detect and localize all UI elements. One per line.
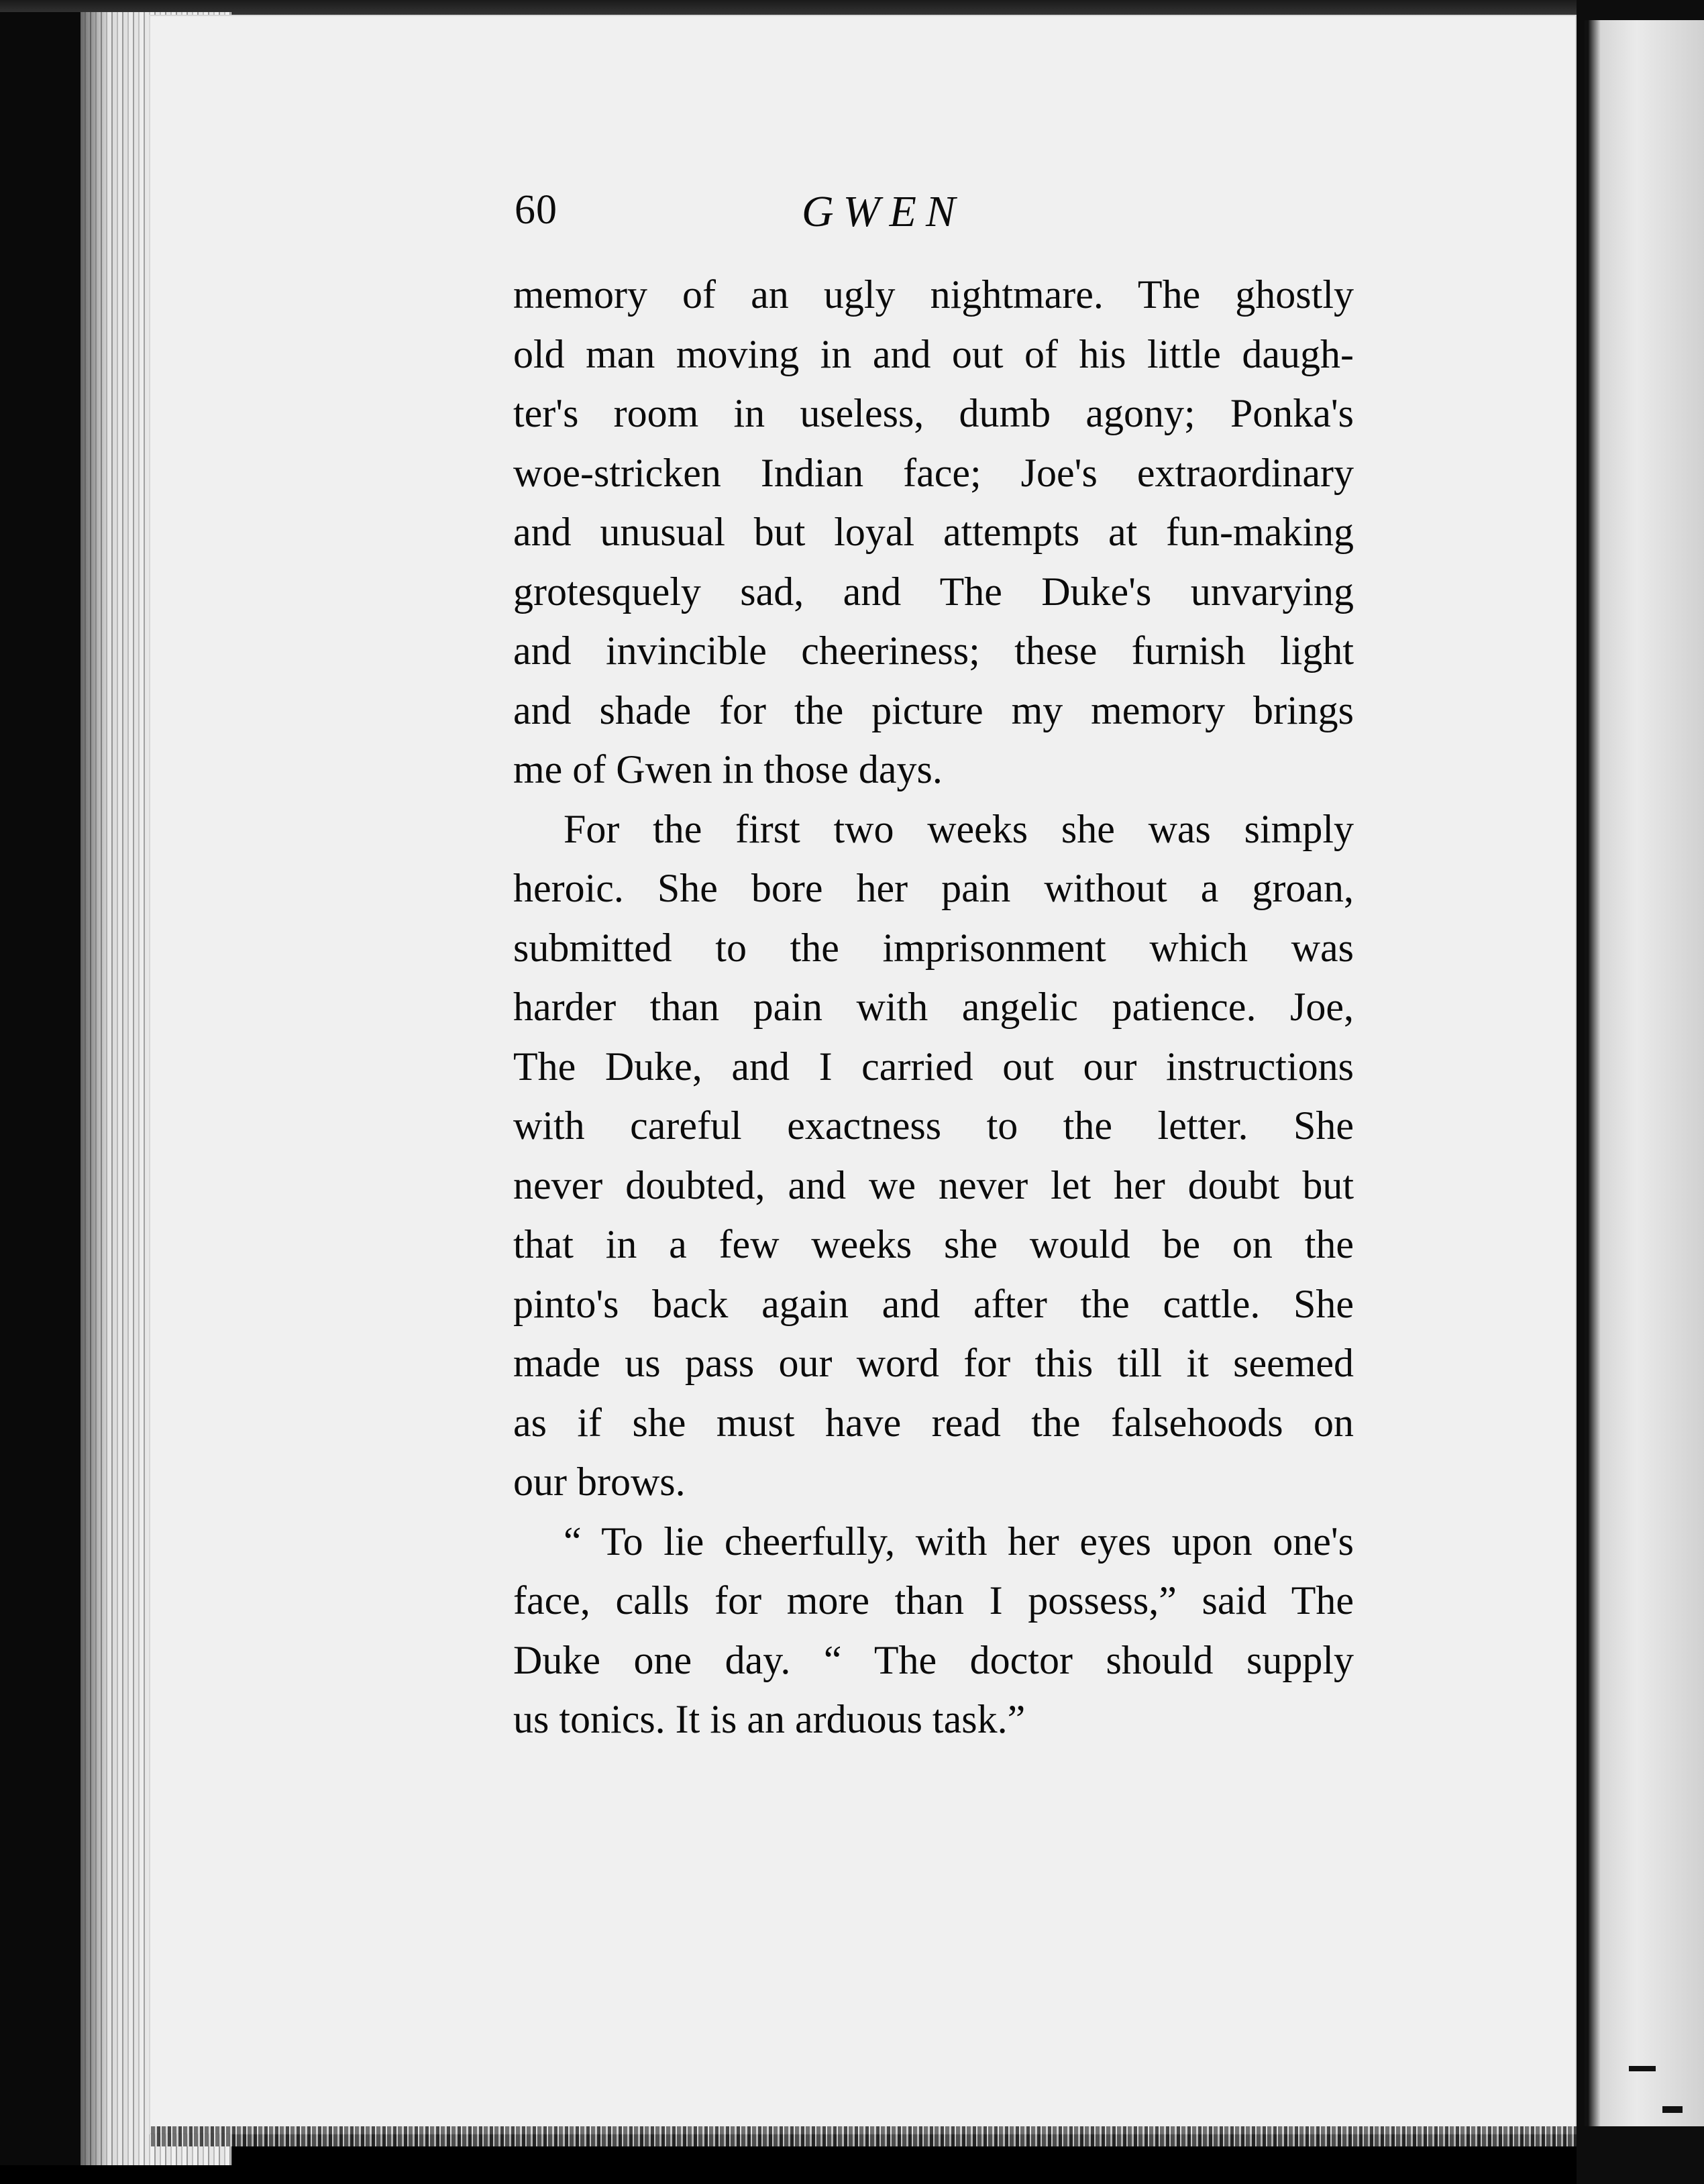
text-line: that in a few weeks she would be on the [513, 1222, 1354, 1266]
running-title: GWEN [802, 187, 965, 236]
facing-page-mark [1662, 2106, 1683, 2113]
page-bottom-edge [151, 2126, 1580, 2146]
text-line: our brows. [513, 1460, 686, 1504]
body-text [513, 265, 1354, 1749]
text-line: and invincible cheeriness; these furnish light [513, 629, 1354, 673]
text-line: us tonics. It is an arduous task.” [513, 1697, 1026, 1741]
text-line: pinto's back again and after the cattle. She [513, 1281, 1354, 1326]
text-line: grotesquely sad, and The Duke's unvarying [513, 569, 1354, 614]
text-line: ter's room in useless, dumb agony; Ponka's [513, 391, 1354, 435]
text-line: heroic. She bore her pain without a groan, [513, 866, 1354, 910]
facing-page-mark [1629, 2066, 1656, 2071]
text-line: memory of an ugly nightmare. The ghostly [513, 272, 1354, 317]
text-line: old man moving in and out of his little daugh- [513, 331, 1354, 376]
text-line: harder than pain with angelic patience. Joe, [513, 985, 1354, 1029]
facing-page-edge [1585, 20, 1704, 2126]
text-line: never doubted, and we never let her doubt but [513, 1162, 1354, 1207]
text-line: face, calls for more than I possess,” said The [513, 1578, 1354, 1623]
text-line: Duke one day. “ The doctor should supply [513, 1637, 1354, 1682]
page-number: 60 [515, 187, 557, 233]
text-line: with careful exactness to the letter. She [513, 1103, 1354, 1148]
text-line: woe-stricken Indian face; Joe's extraordinary [513, 450, 1354, 495]
text-line: submitted to the imprisonment which was [513, 925, 1354, 970]
text-line: The Duke, and I carried out our instructions [513, 1044, 1354, 1089]
paragraph-first-line: For the first two weeks she was simply [564, 806, 1354, 851]
text-line: made us pass our word for this till it seemed [513, 1341, 1354, 1385]
paragraph-first-line: “ To lie cheerfully, with her eyes upon one's [564, 1519, 1354, 1564]
running-header [515, 186, 1353, 240]
text-line: and shade for the picture my memory brings [513, 688, 1354, 732]
binding-shadow [81, 12, 151, 2165]
text-line: as if she must have read the falsehoods on [513, 1400, 1354, 1445]
text-line: and unusual but loyal attempts at fun-making [513, 510, 1354, 554]
text-line: me of Gwen in those days. [513, 747, 943, 791]
